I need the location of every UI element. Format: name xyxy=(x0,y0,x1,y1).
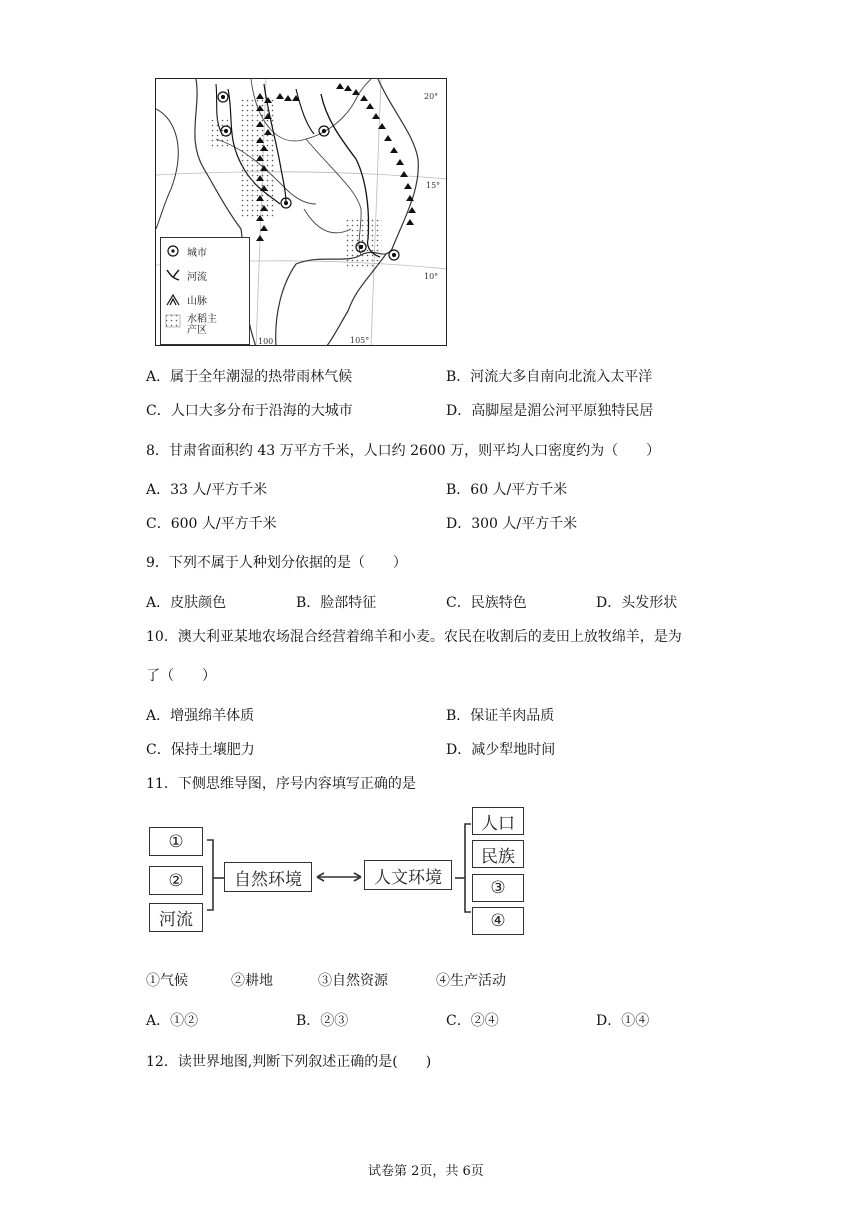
option-text: 人口大多分布于沿海的大城市 xyxy=(170,403,353,419)
option-text: ②④ xyxy=(470,1013,499,1029)
q9-option-b[interactable] xyxy=(296,592,376,612)
option-text: 保证羊肉品质 xyxy=(470,708,555,724)
southeast-asia-map xyxy=(155,78,447,346)
option-letter: A． xyxy=(146,1013,171,1029)
option-letter: C． xyxy=(146,403,171,419)
q8-stem: 8．甘肃省面积约 43 万平方千米，人口约 2600 万，则平均人口密度约为（ ） xyxy=(146,443,661,459)
option-text: 600 人/平方千米 xyxy=(170,516,277,532)
option-text: 民族特色 xyxy=(470,595,527,611)
lat-10-label: 10° xyxy=(424,272,439,281)
option-text: 60 人/平方千米 xyxy=(470,482,568,498)
mountain-icon xyxy=(165,292,181,306)
rice-area-icon xyxy=(165,314,181,328)
option-letter: A． xyxy=(146,482,171,498)
q11-stem: 11．下侧思维导图，序号内容填写正确的是 xyxy=(146,776,416,792)
option-text: 高脚屋是湄公河平原独特民居 xyxy=(471,403,654,419)
legend-river-label: 河流 xyxy=(187,271,207,283)
legend-rice-label: 水稻主产区 xyxy=(187,314,217,336)
q7-option-b[interactable] xyxy=(446,366,652,386)
mind-map-natural-environment: 自然环境 xyxy=(224,862,312,892)
option-letter: A． xyxy=(146,369,171,385)
mind-map-human-environment: 人文环境 xyxy=(364,860,452,890)
option-letter: C． xyxy=(446,595,471,611)
q9-option-a[interactable] xyxy=(146,592,226,612)
option-letter: B． xyxy=(296,1013,321,1029)
lat-20-label: 20° xyxy=(424,92,439,101)
legend-city xyxy=(165,242,207,260)
q11-option-c[interactable] xyxy=(446,1010,499,1030)
legend-mountain-label: 山脉 xyxy=(187,295,207,307)
option-letter: D． xyxy=(446,516,472,532)
q9-stem: 9．下列不属于人种划分依据的是（ ） xyxy=(146,555,407,571)
option-text: 减少犁地时间 xyxy=(471,742,556,758)
q8-option-d[interactable] xyxy=(446,513,577,533)
mind-map-box-2: ② xyxy=(149,866,203,895)
option-letter: D． xyxy=(596,595,622,611)
river-icon xyxy=(165,268,181,282)
q7-option-c[interactable] xyxy=(146,400,353,420)
city-icon xyxy=(165,244,181,258)
option-text: ①④ xyxy=(621,1013,650,1029)
option-letter: B． xyxy=(296,595,321,611)
mind-map-box-river: 河流 xyxy=(149,903,203,932)
option-text: 皮肤颜色 xyxy=(170,595,227,611)
option-letter: C． xyxy=(146,742,171,758)
mind-map-box-3: ③ xyxy=(472,874,524,902)
option-text: 头发形状 xyxy=(621,595,678,611)
mind-map-box-ethnicity: 民族 xyxy=(472,840,524,868)
option-text: 脸部特征 xyxy=(320,595,377,611)
q7-option-d[interactable] xyxy=(446,400,653,420)
option-letter: D． xyxy=(446,403,472,419)
option-letter: B． xyxy=(446,708,471,724)
option-text: 河流大多自南向北流入太平洋 xyxy=(470,369,653,385)
option-text: 300 人/平方千米 xyxy=(471,516,578,532)
q10-option-a[interactable] xyxy=(146,705,254,725)
option-text: 保持土壤肥力 xyxy=(170,742,255,758)
q11-option-a[interactable] xyxy=(146,1010,198,1030)
q9-option-d[interactable] xyxy=(596,592,677,612)
option-text: 属于全年潮湿的热带雨林气候 xyxy=(170,369,353,385)
map-legend xyxy=(160,237,250,345)
q12-stem: 12．读世界地图,判断下列叙述正确的是( ) xyxy=(146,1054,432,1070)
legend-city-label: 城市 xyxy=(187,247,207,259)
q10-option-b[interactable] xyxy=(446,705,554,725)
option-letter: B． xyxy=(446,369,471,385)
q11-option-b[interactable] xyxy=(296,1010,348,1030)
option-letter: A． xyxy=(146,595,171,611)
q8-option-b[interactable] xyxy=(446,479,567,499)
option-letter: C． xyxy=(146,516,171,532)
q8-option-c[interactable] xyxy=(146,513,277,533)
q10-option-c[interactable] xyxy=(146,739,255,759)
q11-choice-3: ③自然资源 xyxy=(318,973,388,989)
legend-river xyxy=(165,266,207,284)
q10-option-d[interactable] xyxy=(446,739,555,759)
lon-100-label: 100 xyxy=(258,337,274,346)
option-text: 33 人/平方千米 xyxy=(170,482,268,498)
option-letter: C． xyxy=(446,1013,471,1029)
mind-map-box-4: ④ xyxy=(472,907,524,935)
q9-option-c[interactable] xyxy=(446,592,527,612)
q11-choice-2: ②耕地 xyxy=(231,973,273,989)
q7-option-a[interactable] xyxy=(146,366,352,386)
lon-105-label: 105° xyxy=(350,336,370,345)
option-letter: D． xyxy=(446,742,472,758)
legend-rice xyxy=(165,314,223,340)
q8-option-a[interactable] xyxy=(146,479,267,499)
option-text: ②③ xyxy=(320,1013,349,1029)
option-letter: A． xyxy=(146,708,171,724)
option-letter: D． xyxy=(596,1013,622,1029)
q11-option-d[interactable] xyxy=(596,1010,649,1030)
option-letter: B． xyxy=(446,482,471,498)
legend-mountain xyxy=(165,290,207,308)
option-text: 增强绵羊体质 xyxy=(170,708,255,724)
option-text: ①② xyxy=(170,1013,199,1029)
q10-stem-line1: 10．澳大利亚某地农场混合经营着绵羊和小麦。农民在收割后的麦田上放牧绵羊，是为 xyxy=(146,629,682,645)
q10-stem-line2: 了（ ） xyxy=(146,668,216,684)
mind-map-box-population: 人口 xyxy=(472,807,524,835)
q11-choice-1: ①气候 xyxy=(146,973,188,989)
lat-15-label: 15° xyxy=(426,181,441,190)
mind-map-box-1: ① xyxy=(149,827,203,856)
page-footer: 试卷第 2页，共 6页 xyxy=(368,1164,484,1179)
q11-choice-4: ④生产活动 xyxy=(436,973,506,989)
